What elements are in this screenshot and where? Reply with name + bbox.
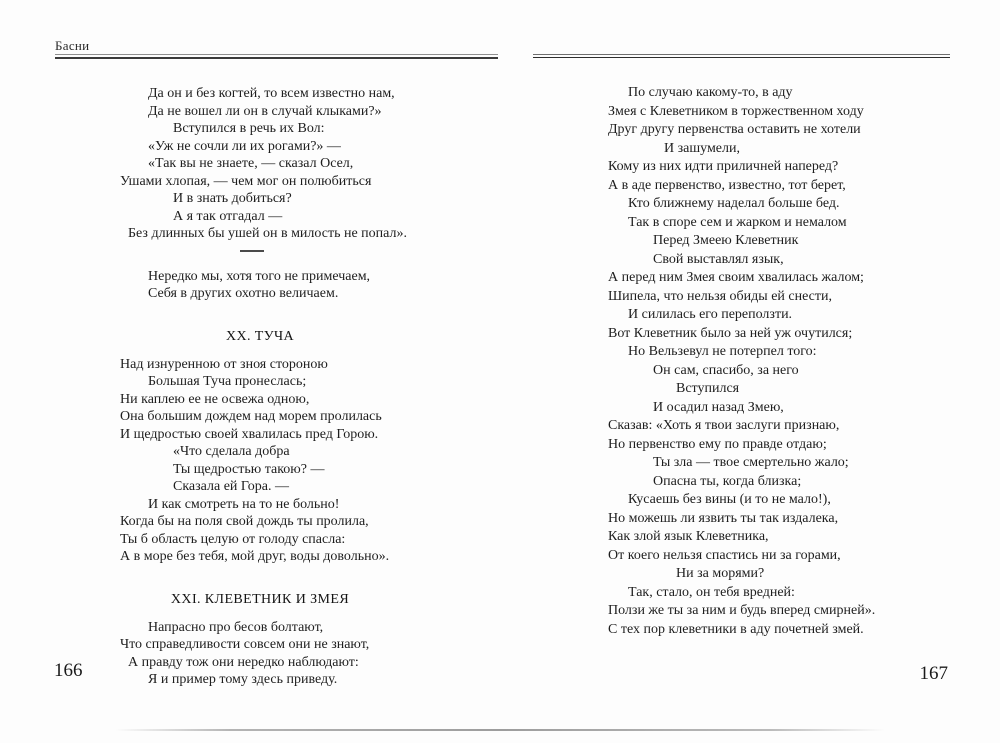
poem-line: Напрасно про бесов болтают,	[148, 619, 324, 635]
poem-line: Он сам, спасибо, за него	[653, 362, 799, 378]
poem-line: И силилась его переползти.	[628, 307, 793, 322]
poem-line: Ни каплею ее не освежа одною,	[120, 391, 310, 407]
running-header: Басни	[55, 38, 90, 53]
fable-osel-ending	[120, 85, 407, 243]
poem-line: «Так вы не знаете, — сказал Осел,	[148, 156, 354, 171]
poem-line: Вот Клеветник было за ней уж очутился;	[608, 325, 853, 341]
poem-line: А я так отгадал —	[173, 208, 283, 224]
poem-line: И в знать добиться?	[173, 191, 292, 206]
poem-line: Кому из них идти приличней наперед?	[608, 159, 839, 174]
poem-line: Ползи же ты за ним и будь вперед смирней».	[608, 603, 876, 618]
page-edge-shadow	[115, 729, 885, 731]
poem-line: Ты щедростью такою? —	[173, 461, 325, 477]
poem-line: Я и пример тому здесь приведу.	[148, 672, 338, 687]
poem-line: А перед ним Змея своим хвалилась жалом;	[608, 270, 864, 285]
poem-line: Над изнуренною от зноя стороною	[120, 356, 328, 372]
poem-line: Но Вельзевул не потерпел того:	[628, 344, 817, 359]
poem-line: Как злой язык Клеветника,	[608, 529, 769, 544]
poem-line: По случаю какому-то, в аду	[628, 85, 793, 100]
poem-line: Да он и без когтей, то всем известно нам,	[148, 86, 395, 101]
poem-line: Ни за морями?	[676, 566, 765, 581]
poem-line: Большая Туча пронеслась;	[148, 374, 307, 389]
poem-line: Кусаешь без вины (и то не мало!),	[628, 492, 831, 507]
poem-line: Кто ближнему наделал больше бед.	[628, 196, 840, 211]
poem-line: И щедростью своей хвалилась пред Горою.	[120, 426, 379, 442]
poem-line: Что справедливости совсем они не знают,	[120, 637, 370, 652]
poem-line: Без длинных бы ушей он в милость не попал».	[128, 226, 407, 241]
fable-moral	[120, 268, 400, 303]
poem-line: Сказав: «Хоть я твои заслуги признаю,	[608, 418, 840, 433]
poem-line: Змея с Клеветником в торжественном ходу	[608, 103, 864, 119]
poem-line: Вступился	[676, 381, 740, 396]
poem-line: А в море без тебя, мой друг, воды довольно».	[120, 549, 390, 564]
poem-line: Но можешь ли язвить ты так издалека,	[608, 510, 839, 526]
poem-line: Ты б область целую от голоду спасла:	[120, 531, 346, 547]
poem-line: Да не вошел ли он в случай клыками?»	[148, 103, 382, 119]
fable-heading: XX. ТУЧА	[225, 328, 295, 344]
left-text-column	[120, 85, 407, 689]
poem-line: Перед Змеею Клеветник	[653, 233, 799, 248]
poem-line: «Что сделала добра	[173, 444, 290, 459]
stanza-separator	[240, 250, 264, 252]
poem-line: Вступился в речь их Вол:	[173, 121, 325, 136]
poem-line: Она большим дождем над морем пролилась	[120, 409, 382, 424]
poem-line: Ушами хлопая, — чем мог он полюбиться	[120, 173, 372, 189]
fable-heading: XXI. КЛЕВЕТНИК И ЗМЕЯ	[170, 591, 350, 607]
fable-klevetnik-intro	[120, 619, 400, 689]
poem-line: Так в споре сем и жарком и немалом	[628, 214, 847, 230]
right-text-column	[600, 84, 920, 639]
poem-line: И как смотреть на то не больно!	[148, 496, 340, 512]
poem-line: Шипела, что нельзя обиды ей снести,	[608, 288, 832, 304]
poem-line: Свой выставлял язык,	[653, 251, 784, 267]
poem-line: А в аде первенство, известно, тот берет,	[608, 177, 846, 193]
fable-klevetnik-main	[600, 84, 920, 639]
poem-line: А правду тож они нередко наблюдают:	[128, 654, 359, 670]
poem-line: Сказала ей Гора. —	[173, 479, 289, 494]
poem-line: «Уж не сочли ли их рогами?» —	[148, 138, 341, 154]
poem-line: Но первенство ему по правде отдаю;	[608, 436, 827, 452]
poem-line: Ты зла — твое смертельно жало;	[653, 455, 849, 470]
poem-line: Нередко мы, хотя того не примечаем,	[148, 268, 371, 284]
poem-line: И осадил назад Змею,	[653, 399, 784, 415]
poem-line: Друг другу первенства оставить не хотели	[608, 122, 861, 137]
page-number-left: 166	[54, 660, 83, 681]
poem-line: Опасна ты, когда близка;	[653, 473, 802, 489]
poem-line: С тех пор клеветники в аду почетней змей.	[608, 621, 864, 637]
poem-line: От коего нельзя спастись ни за горами,	[608, 547, 841, 563]
header-rule-right	[533, 54, 950, 58]
fable-tucha	[120, 356, 400, 566]
poem-line: Когда бы на поля свой дождь ты пролила,	[120, 514, 369, 529]
page-number-right: 167	[919, 663, 948, 684]
poem-line: Так, стало, он тебя вредней:	[628, 584, 795, 600]
poem-line: Себя в других охотно величаем.	[148, 286, 339, 301]
header-rule-left	[55, 54, 498, 59]
poem-line: И зашумели,	[664, 140, 741, 156]
